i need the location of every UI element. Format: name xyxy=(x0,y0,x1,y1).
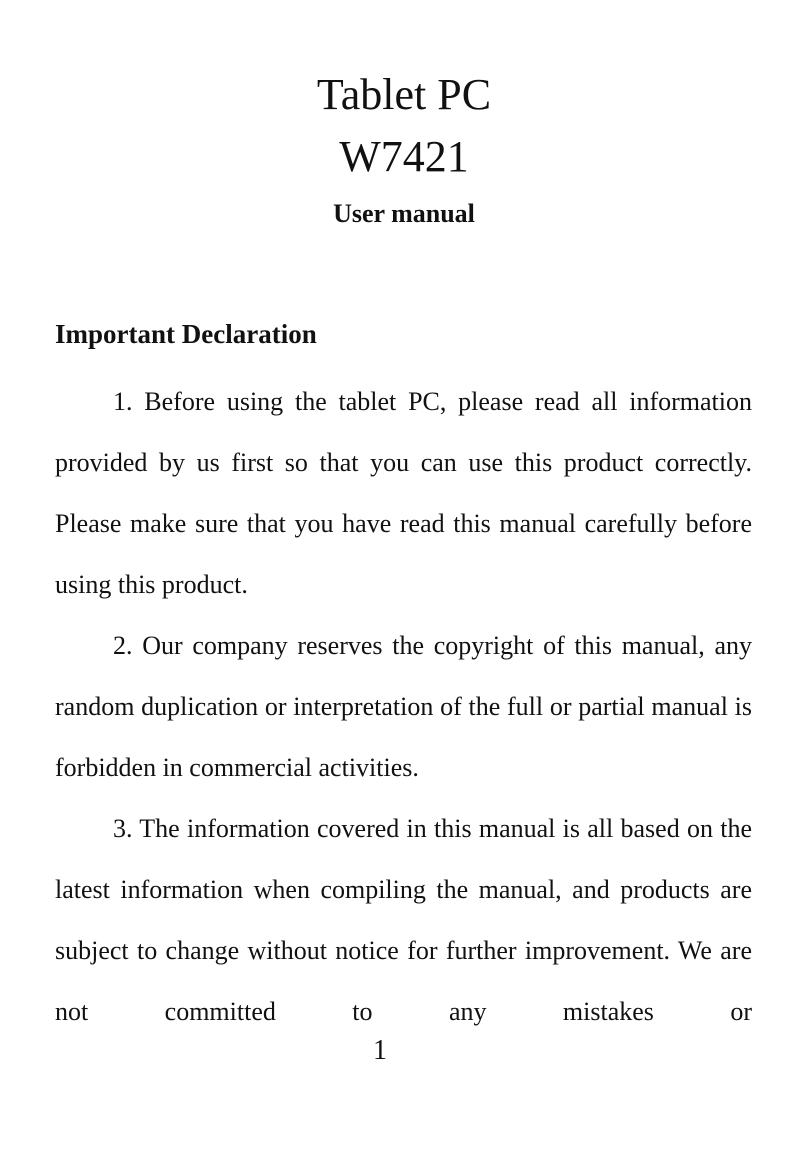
declaration-paragraph-2: 2. Our company reserves the copyright of this manual, any random duplication or interpretation of the full or partial manual is forbidden in commercial activities. xyxy=(55,631,752,782)
title-model-number: W7421 xyxy=(339,132,469,181)
declaration-body xyxy=(55,371,752,1042)
section-heading: Important Declaration xyxy=(55,319,317,349)
title-product-name: Tablet PC xyxy=(316,70,492,119)
subtitle: User manual xyxy=(333,199,475,228)
declaration-paragraph-1: 1. Before using the tablet PC, please read all information provided by us first so that you can use this product correctly. Please make sure that you have read this manual carefully before using this product. xyxy=(55,387,752,599)
page-number: 1 xyxy=(373,1035,387,1066)
declaration-paragraph-3: 3. The information covered in this manual is all based on the latest information when compiling the manual, and products are subject to change without notice for further improvement. We are not committed to any mistakes or xyxy=(55,814,752,1026)
